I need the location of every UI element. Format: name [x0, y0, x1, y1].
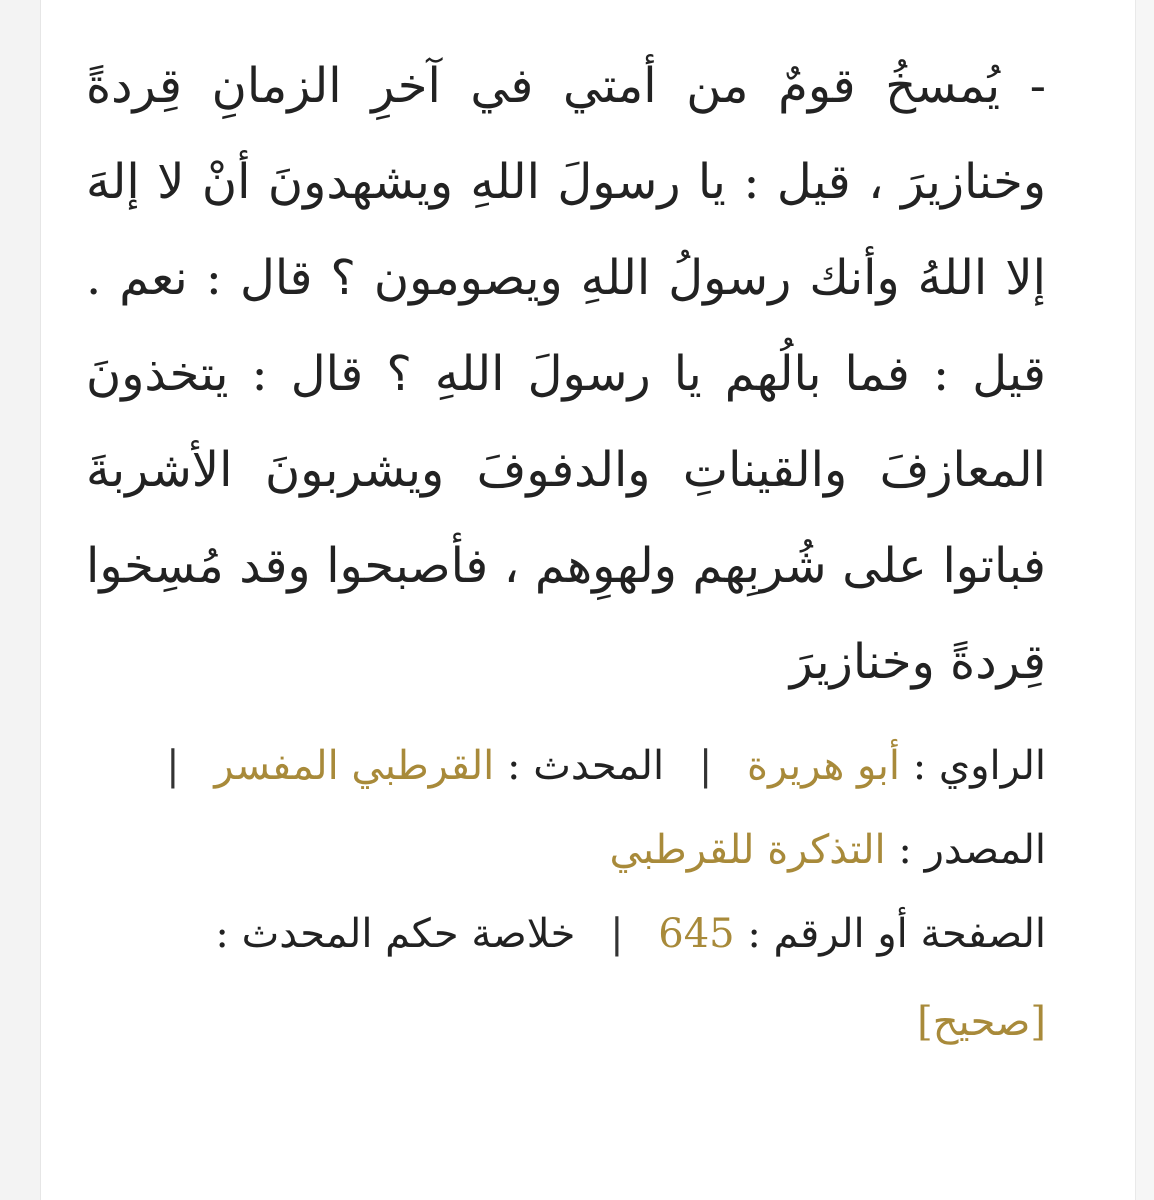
- page-number-label: الصفحة أو الرقم :: [747, 911, 1046, 957]
- left-edge: [0, 0, 41, 1200]
- muhaddith-label: المحدث :: [507, 743, 665, 789]
- source-value[interactable]: التذكرة للقرطبي: [609, 827, 886, 873]
- ruling-open-bracket: [: [1030, 999, 1046, 1045]
- narrator-value[interactable]: أبو هريرة: [747, 743, 900, 789]
- source-label: المصدر :: [898, 827, 1046, 873]
- muhaddith-value[interactable]: القرطبي المفسر: [214, 743, 495, 789]
- separator: |: [698, 743, 713, 789]
- page-ruling-row: [86, 892, 1046, 976]
- narrator-label: الراوي :: [912, 743, 1046, 789]
- separator: |: [166, 743, 180, 789]
- narrator-row: [86, 724, 1046, 808]
- right-edge: [1135, 0, 1154, 1200]
- ruling-value: صحيح: [932, 999, 1031, 1045]
- ruling-close-bracket: ]: [917, 999, 933, 1045]
- source-row: [86, 808, 1046, 892]
- hadith-card: [86, 38, 1046, 1064]
- hadith-metadata: [86, 724, 1046, 1064]
- ruling-label: خلاصة حكم المحدث :: [215, 911, 576, 957]
- separator: |: [610, 911, 624, 957]
- page-number-value: 645: [658, 911, 735, 957]
- ruling-row: [86, 980, 1046, 1064]
- hadith-text: - يُمسخُ قومٌ من أمتي في آخرِ الزمانِ قِردةً وخنازيرَ ، قيل : يا رسولَ اللهِ ويشهدونَ أنْ لا إلهَ إلا اللهُ وأنك رسولُ اللهِ ويصومون ؟ قال : نعم . قيل : فما بالُهم يا رسولَ اللهِ ؟ قال : يتخذونَ المعازفَ والقيناتِ والدفوفَ ويشربونَ الأشربةَ فباتوا على شُربِهم ولهوِهم ، فأصبحوا وقد مُسِخوا قِردةً وخنازيرَ: [86, 58, 1046, 690]
